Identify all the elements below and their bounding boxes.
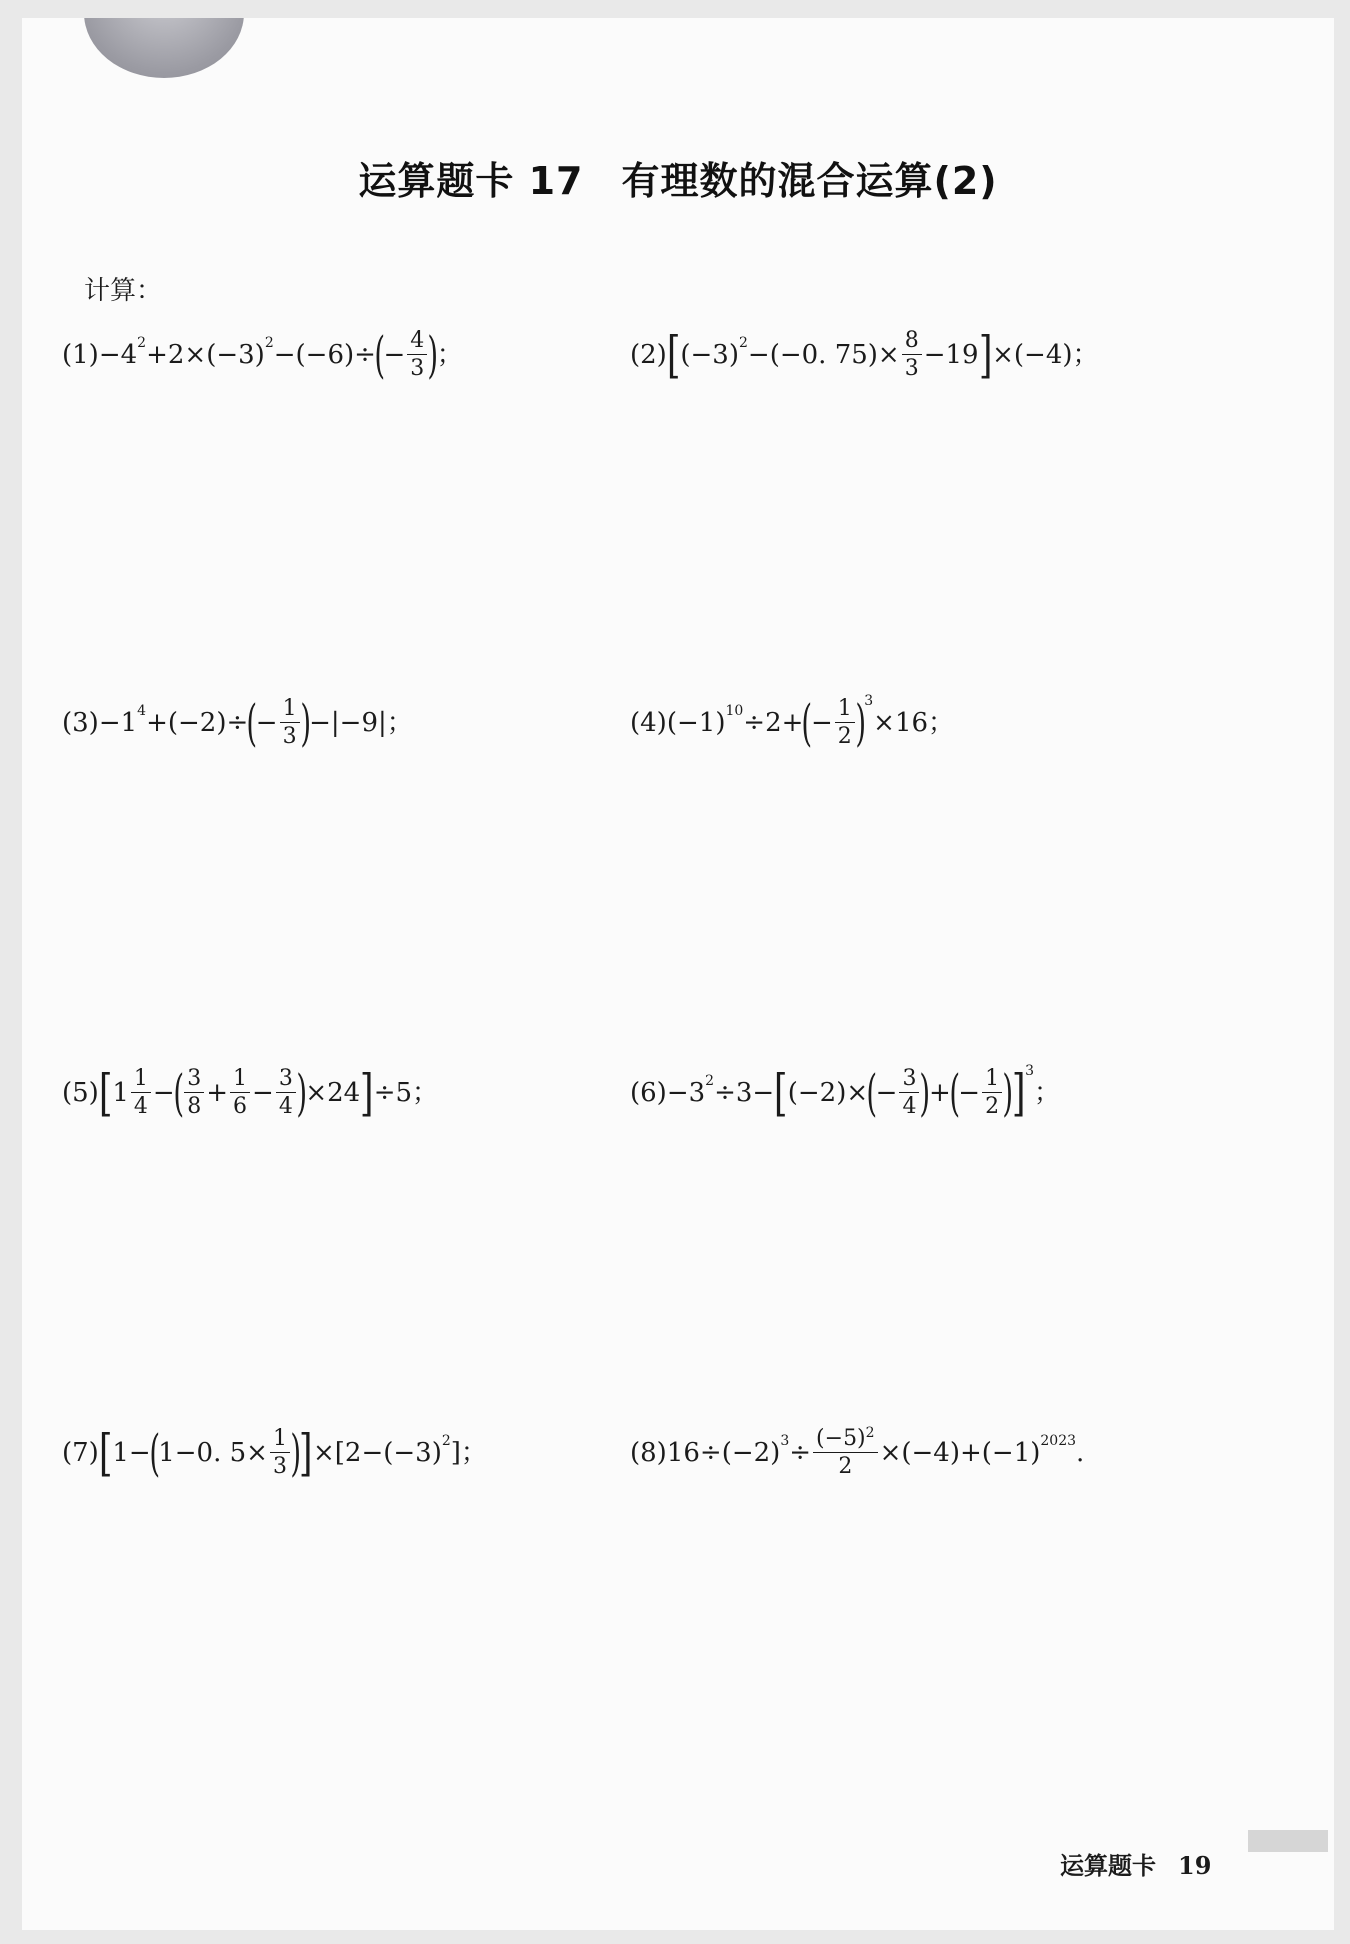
term: −4	[98, 340, 138, 370]
term: −|−9|；	[309, 708, 413, 738]
term: −(−0. 75)×	[747, 340, 900, 370]
whole-number: 1	[112, 1078, 129, 1108]
problem-label: (6)	[630, 1078, 667, 1108]
punctuation: ；	[436, 340, 463, 370]
term: 16÷(−2)	[666, 1438, 781, 1468]
left-bracket: [	[98, 1063, 113, 1122]
left-paren: (	[149, 1423, 160, 1482]
right-paren: )	[299, 693, 311, 752]
exponent: 3	[864, 693, 874, 709]
page-footer	[1060, 1846, 1211, 1881]
problem-2	[630, 325, 1099, 384]
fraction	[131, 1068, 151, 1118]
term: ÷5；	[373, 1078, 439, 1108]
problem-8	[630, 1425, 1085, 1479]
fraction	[184, 1068, 204, 1118]
term: ×16；	[873, 708, 955, 738]
fraction	[899, 1068, 919, 1118]
title-topic: 有理数的混合运算(2)	[621, 159, 998, 203]
problem-label: (2)	[630, 340, 667, 370]
term: 1−0. 5×	[158, 1438, 268, 1468]
right-bracket: ]	[978, 325, 993, 384]
term: ×(−4)+(−1)	[879, 1438, 1041, 1468]
right-bracket: ]	[1011, 1063, 1026, 1122]
numerator: 1	[270, 1428, 290, 1453]
footer-bar	[1248, 1830, 1328, 1852]
left-paren: (	[801, 693, 813, 752]
exponent: 10	[725, 703, 744, 719]
term: ×[2−(−3)	[312, 1438, 442, 1468]
numerator: 1	[131, 1068, 151, 1093]
denominator: 4	[278, 1094, 293, 1119]
punctuation: ；	[1034, 1078, 1061, 1108]
denominator: 2	[985, 1094, 1000, 1119]
sign: −	[810, 708, 833, 738]
problem-7	[62, 1423, 487, 1482]
term: +(−2)÷	[146, 708, 249, 738]
denominator: 4	[902, 1094, 917, 1119]
right-paren: )	[919, 1063, 931, 1122]
denominator: 3	[282, 724, 297, 749]
numerator: 1	[230, 1068, 250, 1093]
denominator: 2	[838, 1454, 853, 1479]
left-bracket: [	[98, 1423, 113, 1482]
page-number: 19	[1178, 1851, 1212, 1880]
numerator: 3	[899, 1068, 919, 1093]
exponent: 3	[1025, 1063, 1035, 1079]
operator: ÷	[789, 1438, 812, 1468]
problem-3	[62, 693, 413, 752]
footer-label: 运算题卡	[1060, 1852, 1156, 1880]
right-paren: )	[855, 693, 866, 752]
term: −(−6)÷	[273, 340, 376, 370]
sign: −	[875, 1078, 898, 1108]
operator: +	[206, 1078, 229, 1108]
problem-1	[62, 325, 463, 384]
operator: −	[152, 1078, 175, 1108]
fraction	[982, 1068, 1002, 1118]
term: ×(−4)；	[992, 340, 1099, 370]
fraction	[902, 330, 922, 380]
denominator: 2	[837, 724, 852, 749]
page-title	[22, 150, 1334, 205]
term: (−2)×	[787, 1078, 869, 1108]
numerator: 1	[280, 698, 300, 723]
term: ÷3−	[714, 1078, 775, 1108]
numerator-base: (−5)	[816, 1426, 866, 1451]
term: ÷2+	[743, 708, 804, 738]
corner-decoration	[84, 18, 244, 78]
right-paren: )	[427, 325, 439, 384]
operator: −	[252, 1078, 274, 1108]
problem-label: (1)	[62, 340, 99, 370]
problem-label: (3)	[62, 708, 99, 738]
left-paren: (	[866, 1063, 878, 1122]
exponent: 2	[441, 1433, 451, 1449]
sign: −	[958, 1078, 981, 1108]
problem-label: (7)	[62, 1438, 99, 1468]
right-paren: )	[1002, 1063, 1014, 1122]
problem-label: (5)	[62, 1078, 99, 1108]
right-paren: )	[290, 1423, 302, 1482]
exponent: 2	[865, 1425, 875, 1441]
term: +2×(−3)	[146, 340, 265, 370]
term: (−3)	[680, 340, 739, 370]
denominator: 3	[904, 356, 919, 381]
left-bracket: [	[774, 1063, 788, 1122]
denominator: 3	[410, 356, 425, 381]
problem-6	[630, 1063, 1061, 1122]
numerator: 1	[982, 1068, 1002, 1093]
problem-4	[630, 693, 955, 752]
term: −1	[98, 708, 138, 738]
denominator: 4	[133, 1094, 148, 1119]
problem-label: (4)	[630, 708, 667, 738]
exponent: 4	[137, 703, 147, 719]
term: ]；	[450, 1438, 487, 1468]
numerator: 4	[407, 330, 427, 355]
left-paren: (	[246, 693, 258, 752]
left-paren: (	[374, 325, 386, 384]
exponent: 2	[137, 335, 147, 351]
operator: +	[928, 1078, 951, 1108]
term: 1−	[112, 1438, 151, 1468]
worksheet-page	[22, 18, 1334, 1930]
exponent: 2	[738, 335, 748, 351]
term: (−1)	[666, 708, 726, 738]
left-bracket: [	[666, 325, 681, 384]
exponent: 2	[705, 1073, 715, 1089]
sign: −	[383, 340, 406, 370]
term: −19	[923, 340, 979, 370]
numerator	[813, 1425, 878, 1453]
numerator: 3	[276, 1068, 296, 1093]
denominator: 8	[187, 1094, 202, 1119]
fraction	[280, 698, 300, 748]
exponent: 3	[780, 1433, 790, 1449]
fraction	[835, 698, 855, 748]
term: ×24	[305, 1078, 361, 1108]
exponent: 2	[264, 335, 274, 351]
sign: −	[255, 708, 278, 738]
numerator: 3	[184, 1068, 204, 1093]
problem-label: (8)	[630, 1438, 667, 1468]
fraction	[276, 1068, 296, 1118]
fraction	[270, 1428, 290, 1478]
right-bracket: ]	[360, 1063, 374, 1122]
denominator: 3	[272, 1454, 287, 1479]
right-bracket: ]	[299, 1423, 314, 1482]
numerator: 8	[902, 330, 922, 355]
left-paren: (	[173, 1063, 184, 1122]
punctuation: .	[1076, 1438, 1085, 1468]
fraction	[230, 1068, 250, 1118]
problem-5	[62, 1063, 439, 1122]
right-paren: )	[296, 1063, 307, 1122]
left-paren: (	[949, 1063, 960, 1122]
denominator: 6	[233, 1094, 248, 1119]
exponent: 2023	[1040, 1433, 1077, 1449]
fraction	[813, 1425, 878, 1479]
term: −3	[666, 1078, 706, 1108]
instruction: 计算：	[84, 276, 163, 306]
fraction	[407, 330, 427, 380]
numerator: 1	[835, 698, 855, 723]
title-card-number: 运算题卡 17	[358, 159, 584, 203]
